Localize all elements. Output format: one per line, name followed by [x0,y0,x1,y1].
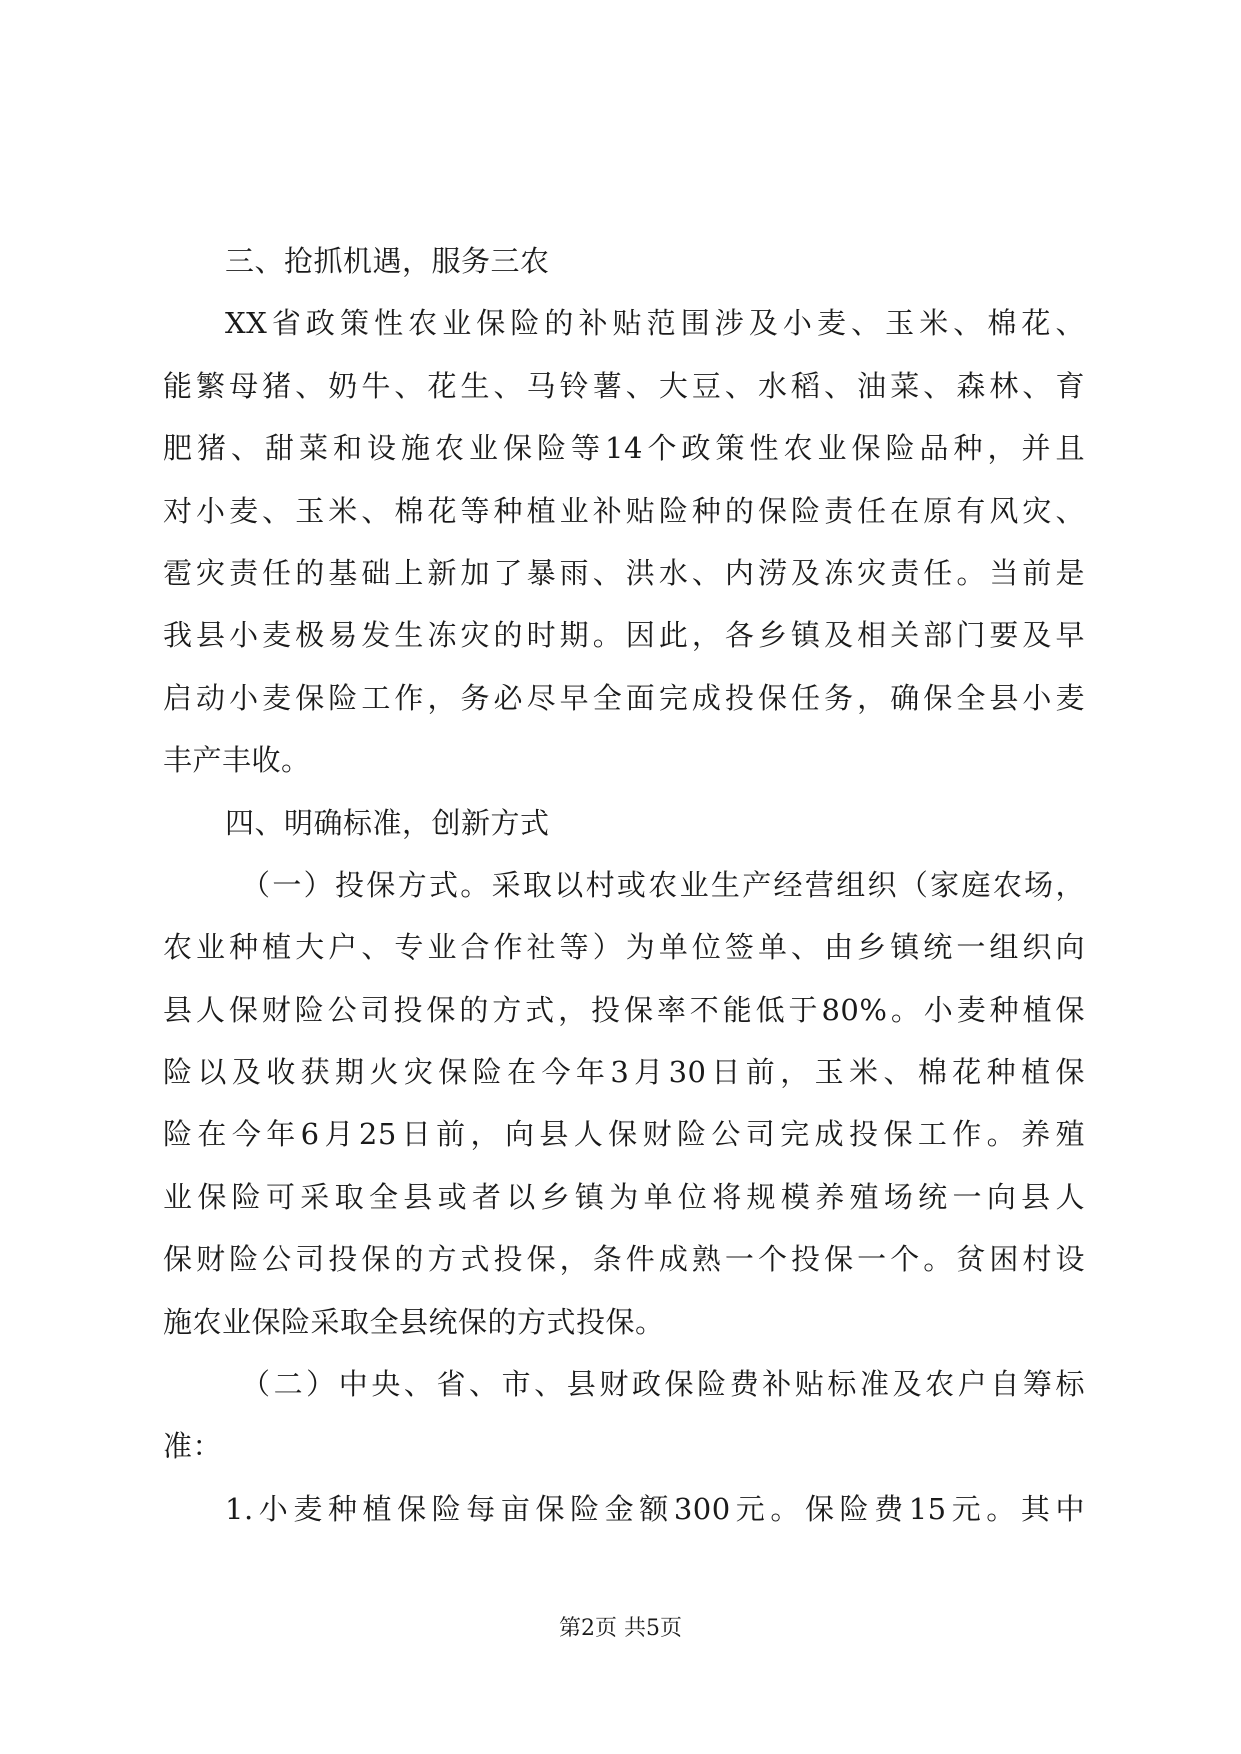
section-heading-4: 四、明确标准，创新方式 [225,805,550,840]
section-heading-3: 三、抢抓机遇，服务三农 [225,244,550,278]
paragraph-line: 能繁母猪、奶牛、花生、马铃薯、大豆、水稻、油菜、森林、育 [163,368,1085,403]
paragraph-line: 启动小麦保险工作，务必尽早全面完成投保任务，确保全县小麦 [163,680,1085,715]
paragraph-line: 险以及收获期火灾保险在今年3月30日前，玉米、棉花种植保 [163,1055,1085,1090]
paragraph-line: 县人保财险公司投保的方式，投保率不能低于80%。小麦种植保 [163,992,1085,1027]
paragraph-line: 农业种植大户、专业合作社等）为单位签单、由乡镇统一组织向 [163,930,1085,965]
paragraph-line: 保财险公司投保的方式投保，条件成熟一个投保一个。贫困村设 [163,1242,1085,1277]
paragraph-line: XX省政策性农业保险的补贴范围涉及小麦、玉米、棉花、 [225,306,1085,341]
document-body [163,230,1085,1540]
paragraph-line: （二）中央、省、市、县财政保险费补贴标准及农户自筹标 [241,1367,1085,1402]
paragraph-line: 1.小麦种植保险每亩保险金额300元。保险费15元。其中 [225,1491,1085,1526]
paragraph-line: 施农业保险采取全县统保的方式投保。 [163,1304,665,1339]
page-number-label: 第2页 共5页 [559,1616,682,1641]
paragraph-line: 丰产丰收。 [163,743,311,778]
page-footer [0,1614,1241,1644]
paragraph-line: 肥猪、甜菜和设施农业保险等14个政策性农业保险品种，并且 [163,431,1085,466]
paragraph-line: 险在今年6月25日前，向县人保财险公司完成投保工作。养殖 [163,1117,1085,1152]
paragraph-line: 准： [163,1429,223,1464]
paragraph-line: 业保险可采取全县或者以乡镇为单位将规模养殖场统一向县人 [163,1179,1085,1214]
paragraph-line: 雹灾责任的基础上新加了暴雨、洪水、内涝及冻灾责任。当前是 [163,555,1085,590]
paragraph-line: 对小麦、玉米、棉花等种植业补贴险种的保险责任在原有风灾、 [163,493,1085,528]
paragraph-line: （一）投保方式。采取以村或农业生产经营组织（家庭农场， [241,867,1085,902]
paragraph-line: 我县小麦极易发生冻灾的时期。因此，各乡镇及相关部门要及早 [163,618,1085,653]
